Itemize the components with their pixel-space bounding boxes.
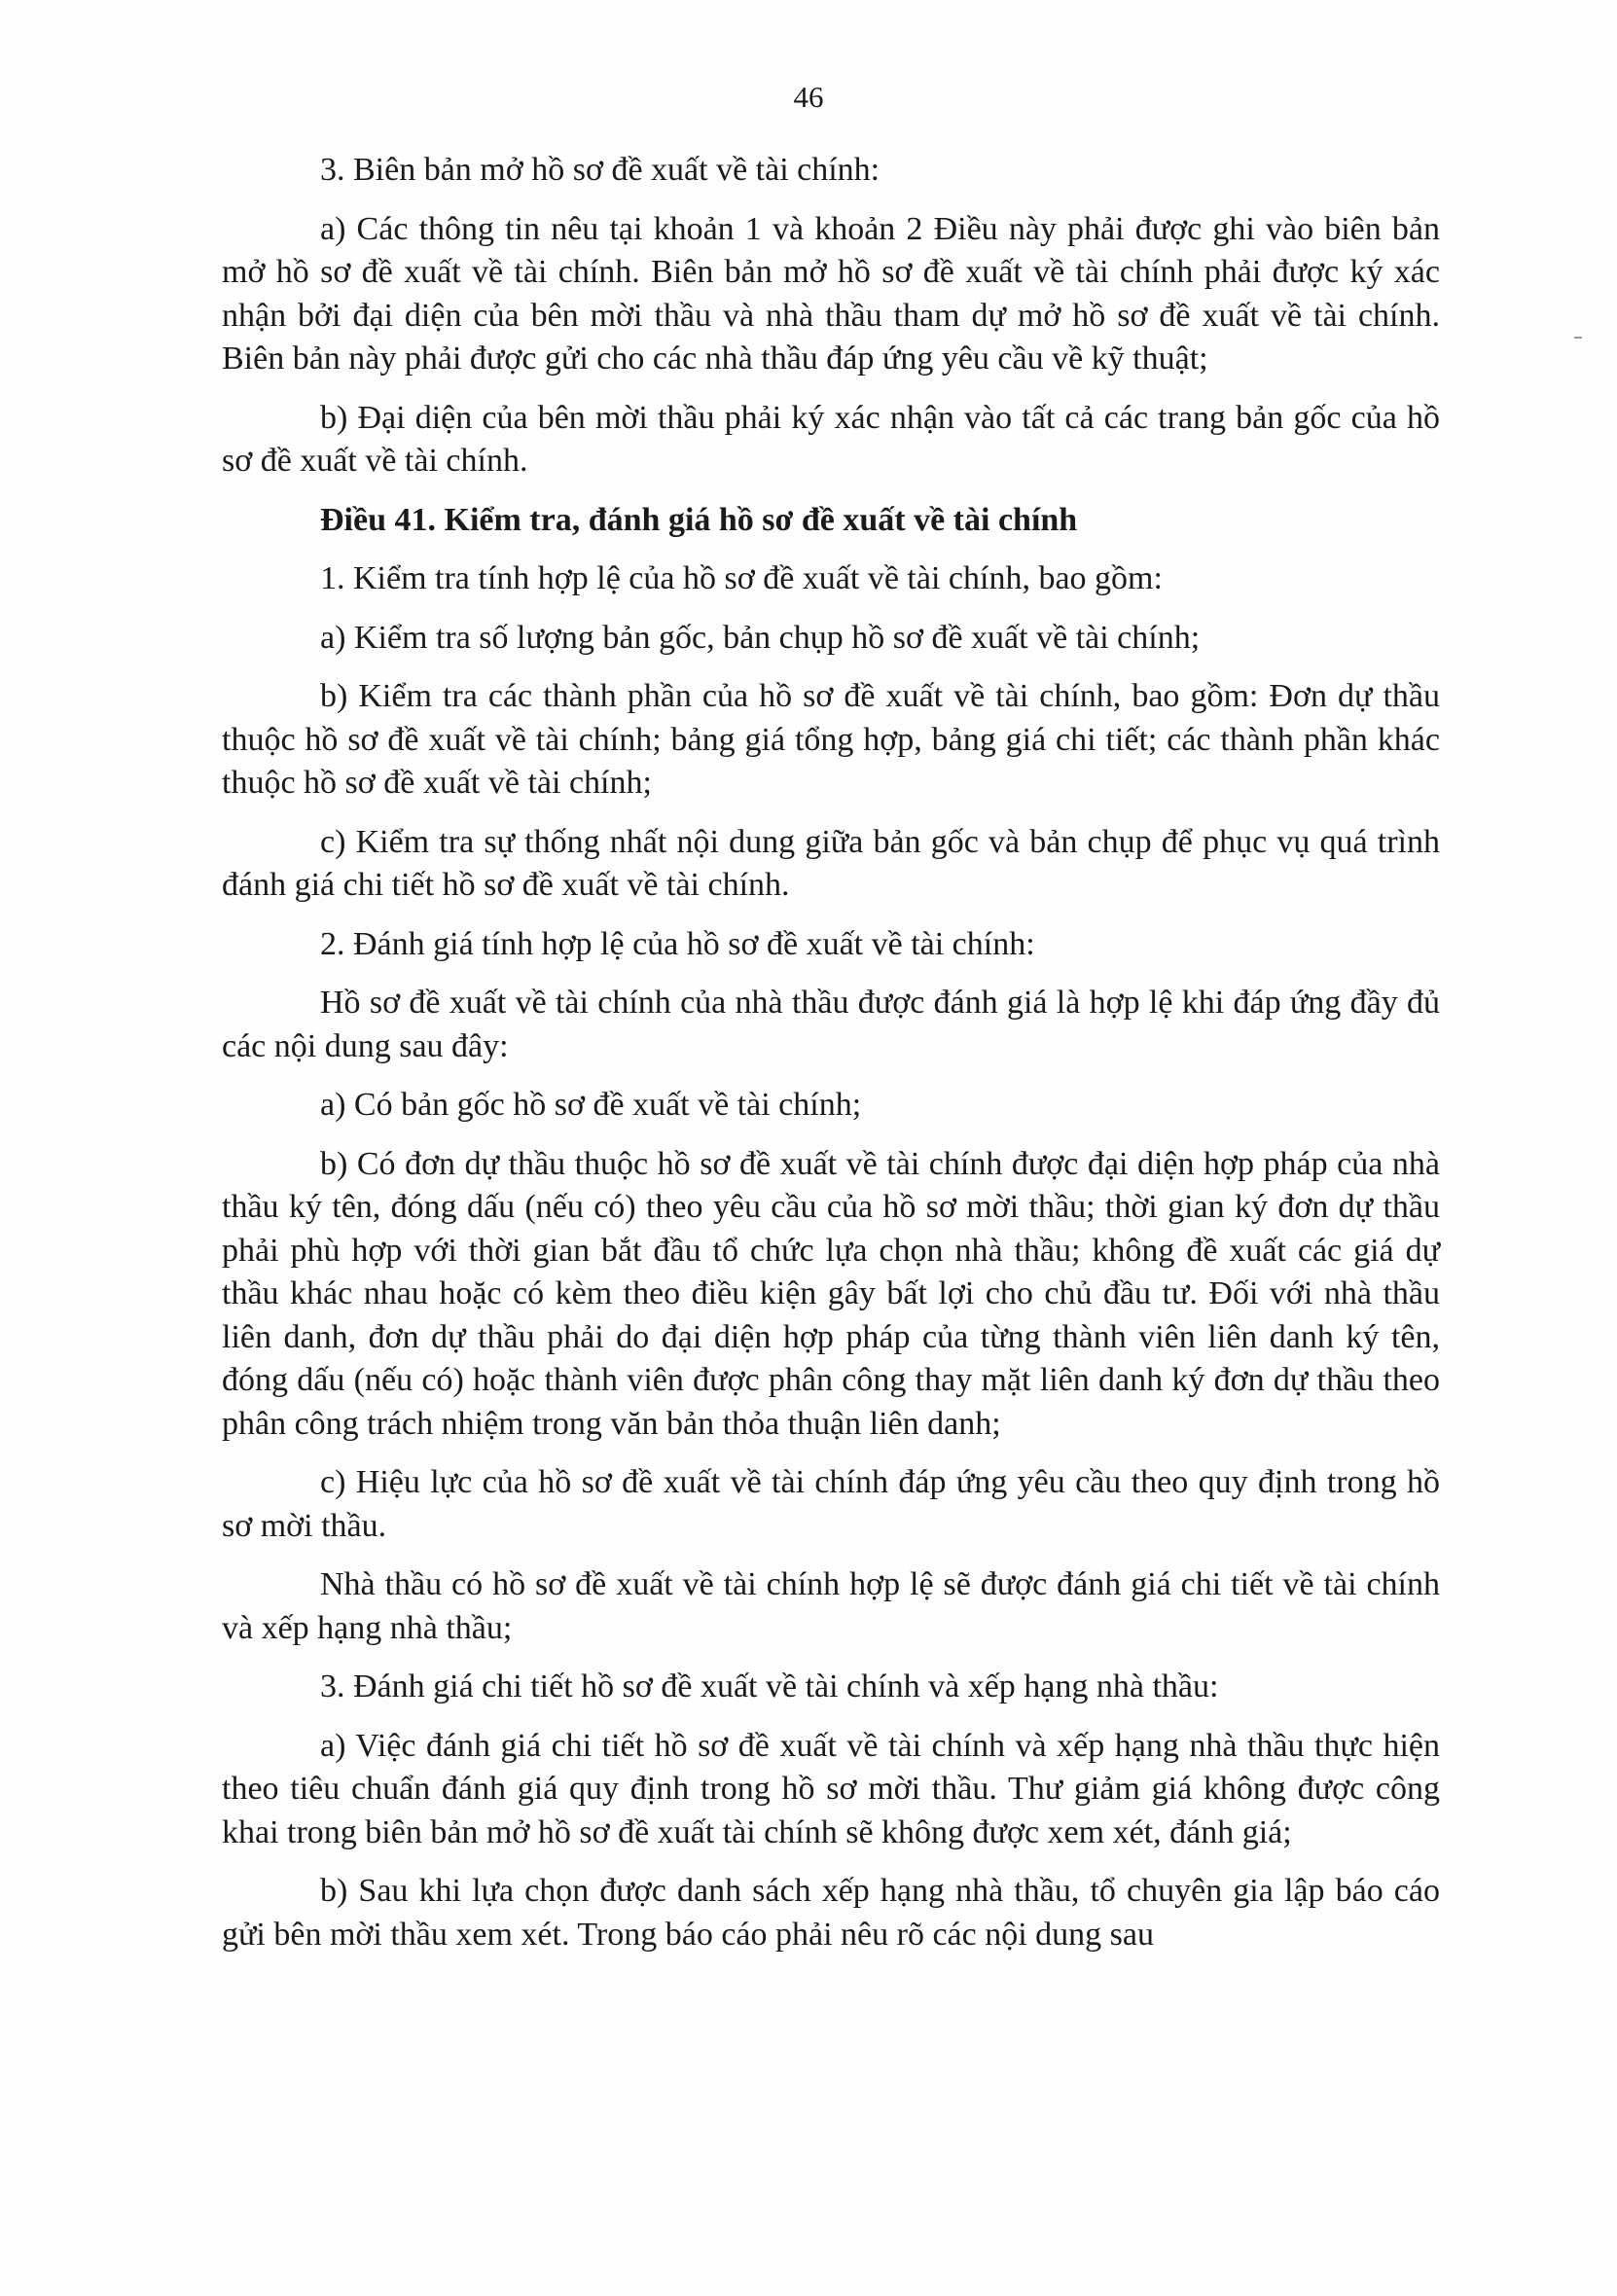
paragraph-evaluate-validity-a: a) Có bản gốc hồ sơ đề xuất về tài chính; (320, 1087, 862, 1123)
paragraph-detailed-evaluation-a: a) Việc đánh giá chi tiết hồ sơ đề xuất về tài chính và xếp hạng nhà thầu thực hiện theo tiêu chuẩn đánh giá quy định trong hồ sơ mời thầu. Thư giảm giá không được công khai trong biên bản mở hồ sơ đề xuất tài chính sẽ không được xem xét, đánh giá; (222, 1727, 1440, 1850)
paragraph-evaluate-validity-heading: 2. Đánh giá tính hợp lệ của hồ sơ đề xuất về tài chính: (320, 925, 1035, 962)
article-41-heading: Điều 41. Kiểm tra, đánh giá hồ sơ đề xuất về tài chính (320, 501, 1078, 538)
paragraph-check-validity-b: b) Kiểm tra các thành phần của hồ sơ đề xuất về tài chính, bao gồm: Đơn dự thầu thuộc hồ sơ đề xuất về tài chính; bảng giá tổng hợp, bảng giá chi tiết; các thành phần khác thuộc hồ sơ đề xuất về tài chính; (222, 678, 1440, 801)
paragraph-detailed-evaluation-b: b) Sau khi lựa chọn được danh sách xếp hạng nhà thầu, tổ chuyên gia lập báo cáo gửi bên mời thầu xem xét. Trong báo cáo phải nêu rõ các nội dung sau (222, 1873, 1440, 1953)
paragraph-opening-minutes-a: a) Các thông tin nêu tại khoản 1 và khoản 2 Điều này phải được ghi vào biên bản mở hồ sơ đề xuất về tài chính. Biên bản mở hồ sơ đề xuất về tài chính phải được ký xác nhận bởi đại diện của bên mời thầu và nhà thầu tham dự mở hồ sơ đề xuất về tài chính. Biên bản này phải được gửi cho các nhà thầu đáp ứng yêu cầu về kỹ thuật; (222, 210, 1440, 377)
paragraph-check-validity-heading: 1. Kiểm tra tính hợp lệ của hồ sơ đề xuất về tài chính, bao gồm: (320, 560, 1163, 596)
page-number: 46 (793, 80, 824, 114)
paragraph-opening-minutes-heading: 3. Biên bản mở hồ sơ đề xuất về tài chính: (320, 152, 880, 188)
paragraph-evaluate-validity-b: b) Có đơn dự thầu thuộc hồ sơ đề xuất về tài chính được đại diện hợp pháp của nhà thầu ký tên, đóng dấu (nếu có) theo yêu cầu của hồ sơ mời thầu; thời gian ký đơn dự thầu phải phù hợp với thời gian bắt đầu tổ chức lựa chọn nhà thầu; không đề xuất các giá dự thầu khác nhau hoặc có kèm theo điều kiện gây bất lợi cho chủ đầu tư. Đối với nhà thầu liên danh, đơn dự thầu phải do đại diện hợp pháp của từng thành viên liên danh ký tên, đóng dấu (nếu có) hoặc thành viên được phân công thay mặt liên danh ký đơn dự thầu theo phân công trách nhiệm trong văn bản thỏa thuận liên danh; (222, 1145, 1440, 1442)
paragraph-opening-minutes-b: b) Đại diện của bên mời thầu phải ký xác nhận vào tất cả các trang bản gốc của hồ sơ đề xuất về tài chính. (222, 399, 1440, 479)
paragraph-evaluate-validity-intro: Hồ sơ đề xuất về tài chính của nhà thầu được đánh giá là hợp lệ khi đáp ứng đầy đủ các nội dung sau đây: (222, 985, 1440, 1064)
paragraph-check-validity-c: c) Kiểm tra sự thống nhất nội dung giữa bản gốc và bản chụp để phục vụ quá trình đánh giá chi tiết hồ sơ đề xuất về tài chính. (222, 823, 1440, 903)
paragraph-evaluate-validity-conclusion: Nhà thầu có hồ sơ đề xuất về tài chính hợp lệ sẽ được đánh giá chi tiết về tài chính và xếp hạng nhà thầu; (222, 1566, 1440, 1646)
paragraph-detailed-evaluation-heading: 3. Đánh giá chi tiết hồ sơ đề xuất về tài chính và xếp hạng nhà thầu: (320, 1668, 1219, 1704)
document-body (222, 149, 1440, 1956)
paragraph-check-validity-a: a) Kiểm tra số lượng bản gốc, bản chụp hồ sơ đề xuất về tài chính; (320, 619, 1201, 656)
paragraph-evaluate-validity-c: c) Hiệu lực của hồ sơ đề xuất về tài chính đáp ứng yêu cầu theo quy định trong hồ sơ mời thầu. (222, 1464, 1440, 1544)
scan-margin-mark (1574, 337, 1582, 339)
